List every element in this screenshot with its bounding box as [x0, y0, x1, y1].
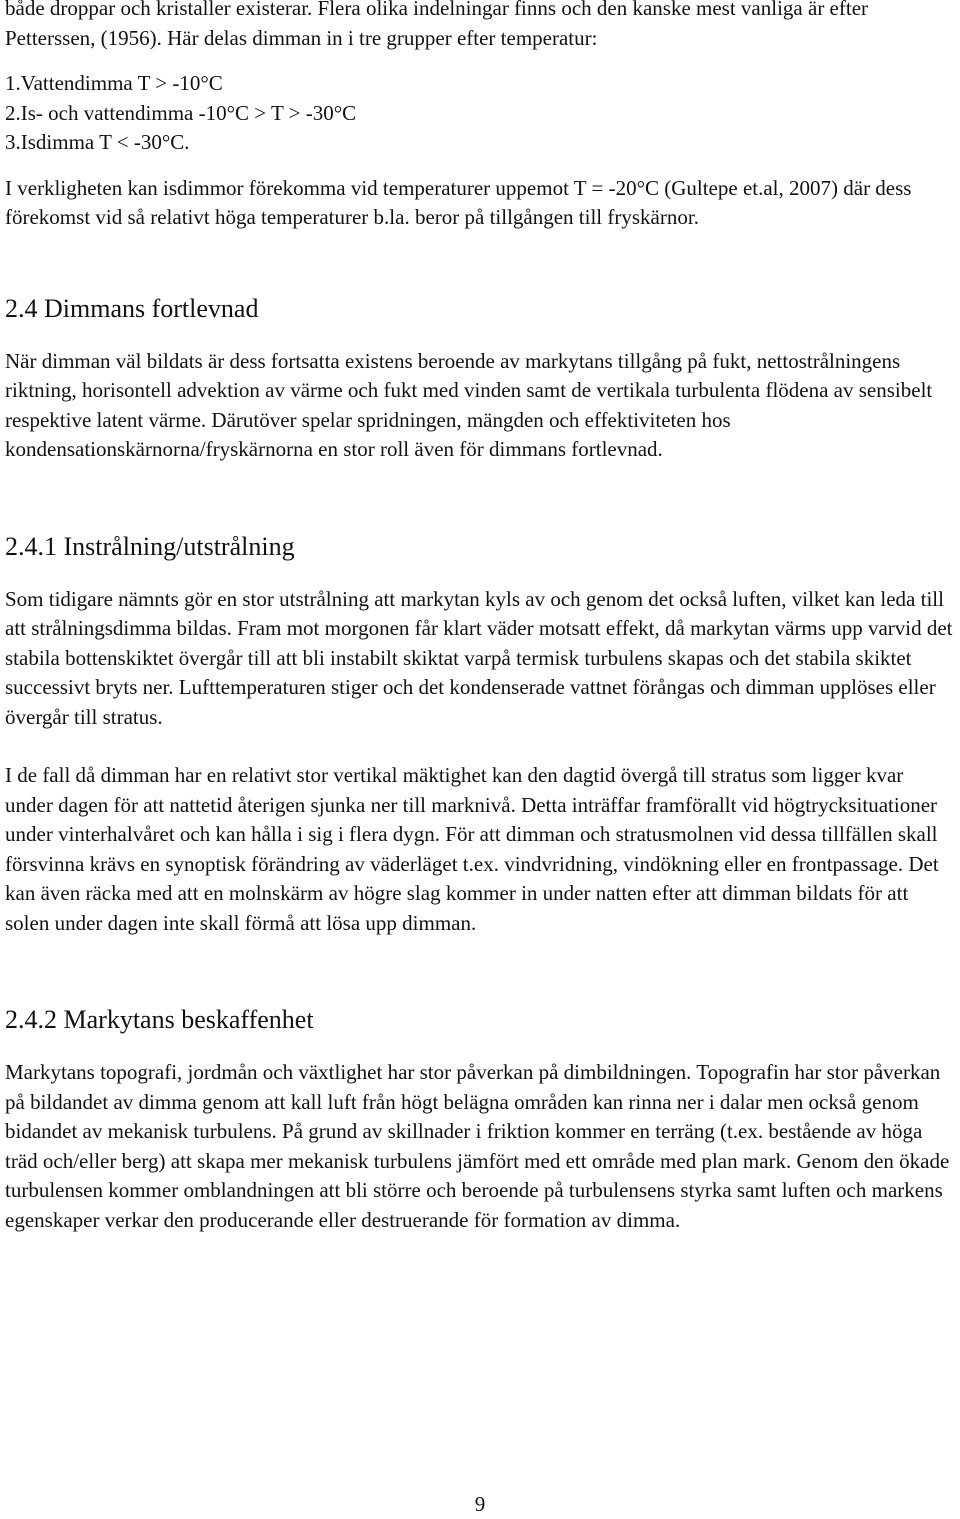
section-2-4-1-paragraph-1: Som tidigare nämnts gör en stor utstrålning att markytan kyls av och genom det också luften, vilket kan leda till att strålningsdimma bildas. Fram mot morgonen får klart väder motsatt effekt, då markytan värms upp varvid det stabila bottenskiktet övergår till att bli instabilt skiktat varpå termisk turbulens skapas och det stabila skiktet successivt bryts ner. Lufttemperaturen stiger och det kondenserade vattnet förångas och dimman upplöses eller övergår till stratus.: [5, 586, 953, 729]
section-2-4-2-paragraph: Markytans topografi, jordmån och växtlighet har stor påverkan på dimbildningen. Topografin har stor påverkan på bildandet av dimma genom att kall luft från högt belägna områden kan rinna ner i dalar men också genom bidandet av mekanisk turbulens. På grund av skillnader i friktion kommer en terräng (t.ex. bestående av höga träd och/eller berg) att skapa mer mekanisk turbulens jämfört med ett område med plan mark. Genom den ökade turbulensen kommer omblandningen att bli större och beroende på turbulensens styrka samt luften och markens egenskaper verkar den producerande eller destruerande för formation av dimma.: [5, 1060, 950, 1232]
intro-paragraph: både droppar och kristaller existerar. Flera olika indelningar finns och den kanske mest vanliga är efter Petterssen, (1956). Här delas dimman in i tre grupper efter temperatur:: [5, 0, 869, 50]
section-heading-2-4-1: 2.4.1 Instrålning/utstrålning: [5, 531, 295, 561]
reality-paragraph: I verkligheten kan isdimmor förekomma vid temperaturer uppemot T = -20°C (Gultepe et.al, 2007) där dess förekomst vid så relativt höga temperaturer b.la. beror på tillgången till fryskärnor.: [5, 175, 912, 229]
fog-type-item: 1.Vattendimma T > -10°C: [5, 71, 223, 95]
section-2-4-1-paragraph-2: I de fall då dimman har en relativt stor vertikal mäktighet kan den dagtid övergå till stratus som ligger kvar under dagen för att nattetid återigen sjunka ner till marknivå. Detta inträffar framförallt vid högtrycksituationer under vinterhalvåret och kan hålla i sig i flera dygn. För att dimman och stratusmolnen vid dessa tillfällen skall försvinna krävs en synoptisk förändring av väderläget t.ex. vindvridning, vindökning eller en frontpassage. Det kan även räcka med att en molnskärm av högre slag kommer in under natten efter att dimman bildats för att solen under dagen inte skall förmå att lösa upp dimman.: [5, 763, 939, 935]
document-page: [5, 0, 955, 1235]
section-2-4-paragraph: När dimman väl bildats är dess fortsatta existens beroende av markytans tillgång på fukt, nettostrålningens riktning, horisontell advektion av värme och fukt med vinden samt de vertikala turbulenta flödena av sensibelt respektive latent värme. Därutöver spelar spridningen, mängden och effektiviteten hos kondensationskärnorna/fryskärnorna en stor roll även för dimmans fortlevnad.: [5, 348, 933, 461]
fog-type-item: 3.Isdimma T < -30°C.: [5, 130, 190, 154]
page-number: 9: [474, 1492, 486, 1516]
fog-type-list: [5, 69, 955, 158]
section-heading-2-4-2: 2.4.2 Markytans beskaffenhet: [5, 1005, 314, 1034]
section-heading-2-4: 2.4 Dimmans fortlevnad: [5, 293, 259, 323]
fog-type-item: 2.Is- och vattendimma -10°C > T > -30°C: [5, 100, 357, 125]
